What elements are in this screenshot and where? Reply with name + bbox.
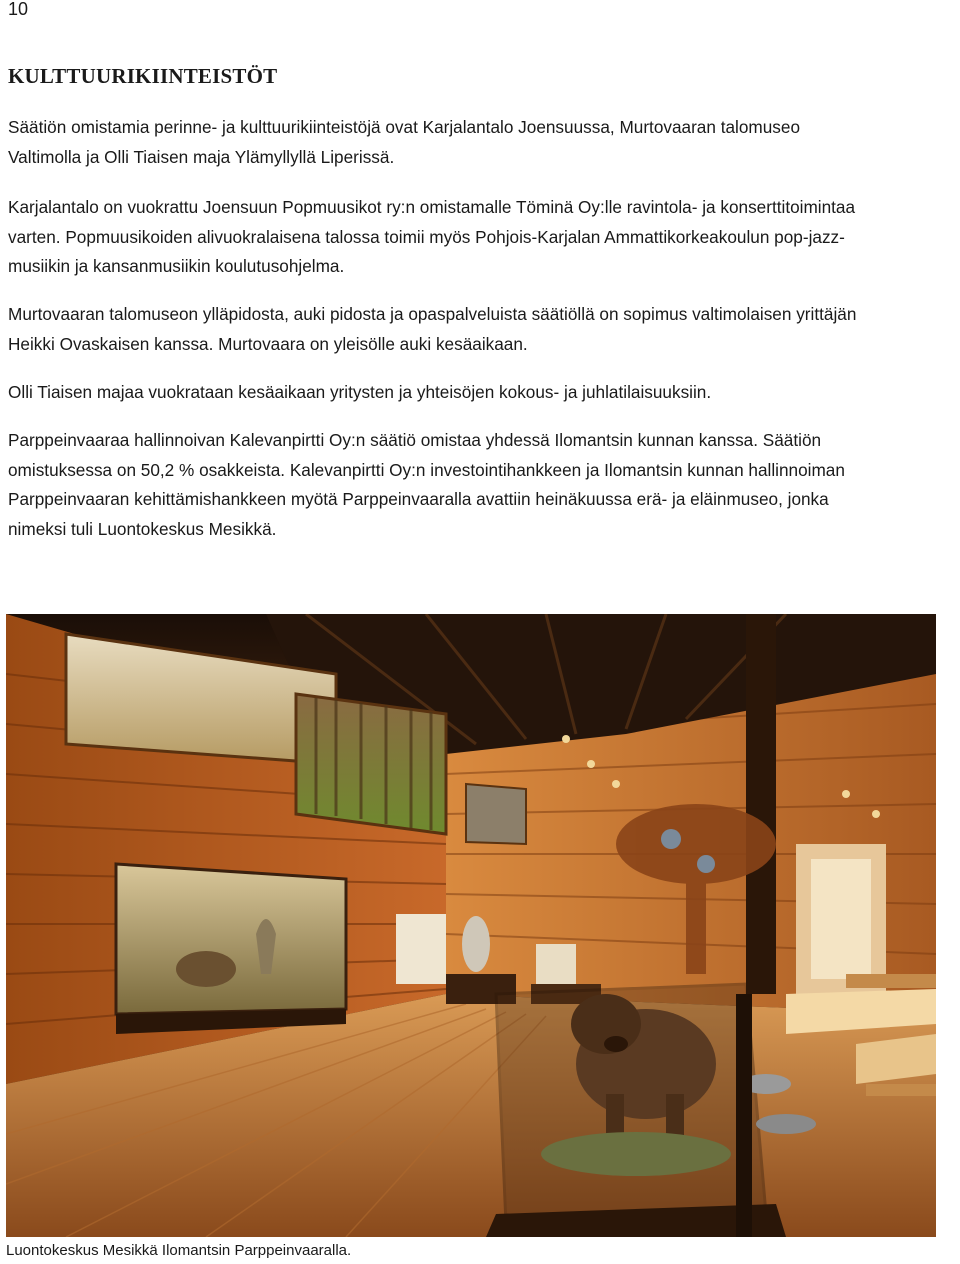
paragraph-olli-tiainen (8, 378, 958, 408)
paragraph-properties (8, 113, 958, 172)
photo-caption: Luontokeskus Mesikkä Ilomantsin Parppeinvaaralla. (6, 1242, 352, 1259)
page-number: 10 (8, 0, 29, 19)
paragraph-murtovaara (8, 300, 958, 359)
paragraph-line: Murtovaaran talomuseon ylläpidosta, auki pidosta ja opaspalveluista säätiöllä on sopimus valtimolaisen yrittäjän (8, 304, 857, 324)
section-heading: KULTTUURIKIINTEISTÖT (8, 64, 278, 88)
paragraph-line: Parppeinvaaraa hallinnoivan Kalevanpirtti Oy:n säätiö omistaa yhdessä Ilomantsin kunnan kanssa. Säätiön (8, 430, 822, 450)
paragraph-line: Olli Tiaisen majaa vuokrataan kesäaikaan yritysten ja yhteisöjen kokous- ja juhlatilaisuuksiin. (8, 382, 712, 402)
paragraph-line: varten. Popmuusikoiden alivuokralaisena talossa toimii myös Pohjois-Karjalan Ammattikorkeakoulun pop-jazz- (8, 226, 845, 247)
paragraph-line: musiikin ja kansanmusiikin koulutusohjelma. (8, 256, 345, 276)
museum-interior-photo (6, 614, 936, 1237)
paragraph-line: Karjalantalo on vuokrattu Joensuun Popmuusikot ry:n omistamalle Töminä Oy:lle ravintola- ja konserttitoimintaa (8, 197, 856, 217)
paragraph-line: nimeksi tuli Luontokeskus Mesikkä. (8, 518, 277, 539)
paragraph-line: Säätiön omistamia perinne- ja kulttuurikiinteistöjä ovat Karjalantalo Joensuussa, Murtovaaran talomuseo (8, 117, 801, 137)
paragraph-line: Heikki Ovaskaisen kanssa. Murtovaara on yleisölle auki kesäaikaan. (8, 333, 528, 354)
paragraph-line: Parppeinvaaran kehittämishankkeen myötä Parppeinvaaralla avattiin heinäkuussa erä- ja eläinmuseo, jonka (8, 489, 829, 509)
paragraph-parppeinvaara (8, 426, 958, 544)
paragraph-karjalantalo (8, 193, 958, 282)
paragraph-line: omistuksessa on 50,2 % osakkeista. Kalevanpirtti Oy:n investointihankkeen ja Ilomantsin kunnan hallinnoiman (8, 459, 845, 480)
paragraph-line: Valtimolla ja Olli Tiaisen maja Ylämyllyllä Liperissä. (8, 146, 395, 167)
